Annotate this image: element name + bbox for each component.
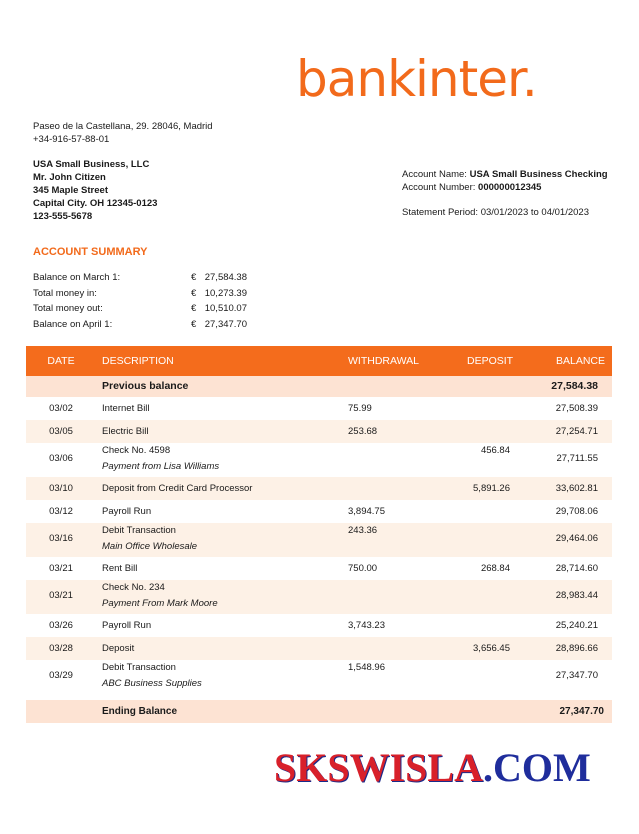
row-date: 03/12 [49, 506, 73, 517]
currency-symbol: € [191, 287, 197, 299]
header-date: DATE [47, 355, 75, 367]
summary-label: Balance on April 1: [33, 318, 113, 330]
summary-row [33, 270, 247, 286]
bank-address [33, 120, 213, 146]
row-balance: 27,508.39 [555, 403, 598, 414]
row-description: Rent Bill [102, 563, 138, 574]
currency-symbol: € [191, 272, 197, 283]
row-withdrawal: 3,894.75 [348, 506, 385, 517]
table-row [26, 477, 612, 500]
summary-row [33, 286, 247, 302]
summary-label: Total money out: [33, 303, 103, 314]
row-deposit: 456.84 [480, 445, 510, 456]
transactions-table [26, 346, 612, 723]
row-balance: 27,347.70 [555, 670, 598, 681]
row-withdrawal: 253.68 [348, 426, 378, 437]
row-date: 03/21 [49, 563, 73, 574]
table-row [26, 523, 612, 557]
row-balance: 28,983.44 [555, 590, 598, 601]
row-date: 03/02 [49, 403, 73, 414]
previous-balance-value: 27,584.38 [551, 380, 598, 392]
summary-label: Balance on March 1: [33, 272, 121, 283]
summary-label: Total money in: [33, 287, 97, 299]
header-withdrawal: WITHDRAWAL [348, 355, 419, 367]
bankinter-logo: bankinter. [296, 50, 537, 108]
previous-balance-label: Previous balance [102, 380, 189, 392]
table-row [26, 500, 612, 523]
summary-value: 10,510.07 [204, 303, 247, 314]
period-label: Statement Period: [402, 207, 479, 218]
period-value: 03/01/2023 to 04/01/2023 [480, 207, 589, 218]
ending-balance-label: Ending Balance [102, 706, 178, 717]
row-subdescription: Payment From Mark Moore [102, 598, 218, 609]
row-description: Check No. 234 [102, 582, 165, 593]
customer-name: Mr. John Citizen [33, 172, 106, 183]
customer-phone: 123-555-5678 [33, 211, 93, 222]
row-description: Internet Bill [102, 403, 150, 414]
row-date: 03/21 [49, 590, 73, 601]
row-subdescription: Payment from Lisa Williams [102, 461, 220, 472]
customer-company: USA Small Business, LLC [33, 159, 150, 170]
watermark-domain: COM [492, 745, 591, 790]
summary-value: 27,347.70 [204, 318, 247, 330]
currency-symbol: € [191, 318, 197, 330]
row-description: Payroll Run [102, 506, 152, 517]
row-description: Payroll Run [102, 620, 152, 631]
row-balance: 27,711.55 [556, 453, 598, 464]
customer-city: Capital City. OH 12345-0123 [33, 198, 158, 209]
account-name-label: Account Name: [402, 169, 467, 180]
row-description: Check No. 4598 [102, 445, 171, 456]
account-number-label: Account Number: [402, 182, 476, 193]
account-name-value: USA Small Business Checking [469, 169, 608, 180]
row-date: 03/10 [49, 483, 73, 494]
row-date: 03/05 [49, 426, 73, 437]
statement-period [402, 207, 589, 218]
customer-street: 345 Maple Street [33, 185, 108, 196]
row-subdescription: ABC Business Supplies [102, 678, 202, 689]
table-row [26, 557, 612, 580]
table-row [26, 397, 612, 420]
table-row [26, 660, 612, 694]
row-deposit: 268.84 [480, 563, 510, 574]
watermark-main: SKSWISLA [274, 745, 483, 790]
ending-balance-value: 27,347.70 [559, 706, 604, 717]
row-withdrawal: 75.99 [348, 403, 372, 414]
watermark [274, 744, 591, 791]
table-row [26, 420, 612, 443]
watermark-dot: . [482, 745, 493, 790]
customer-block [33, 158, 157, 223]
table-header [26, 346, 612, 376]
header-deposit: DEPOSIT [467, 355, 514, 367]
row-deposit: 3,656.45 [473, 643, 510, 654]
row-balance: 33,602.81 [555, 483, 598, 494]
table-row [26, 443, 612, 477]
bank-address-line: Paseo de la Castellana, 29. 28046, Madrid [33, 121, 213, 132]
summary-row [33, 317, 247, 333]
row-balance: 29,464.06 [555, 533, 598, 544]
account-number-value: 000000012345 [478, 182, 542, 193]
row-description: Electric Bill [102, 426, 149, 437]
account-summary [33, 270, 247, 332]
row-balance: 27,254.71 [555, 426, 598, 437]
row-date: 03/06 [49, 453, 73, 464]
row-withdrawal: 750.00 [348, 563, 378, 574]
table-row [26, 580, 612, 614]
table-row [26, 614, 612, 637]
account-summary-title: ACCOUNT SUMMARY [33, 246, 148, 258]
row-withdrawal: 243.36 [348, 525, 378, 536]
summary-value: 10,273.39 [204, 287, 247, 299]
row-balance: 29,708.06 [555, 506, 598, 517]
row-balance: 25,240.21 [555, 620, 598, 631]
row-deposit: 5,891.26 [473, 483, 510, 494]
row-balance: 28,896.66 [555, 643, 598, 654]
row-subdescription: Main Office Wholesale [102, 541, 198, 552]
account-info [402, 168, 608, 194]
summary-value: 27,584.38 [204, 272, 247, 283]
ending-balance-row [26, 700, 612, 723]
bank-phone: +34-916-57-88-01 [33, 134, 110, 145]
row-description: Deposit from Credit Card Processor [102, 483, 253, 494]
row-withdrawal: 3,743.23 [348, 620, 385, 631]
row-withdrawal: 1,548.96 [348, 662, 385, 673]
row-date: 03/29 [49, 670, 73, 681]
row-date: 03/28 [49, 643, 73, 654]
row-date: 03/26 [49, 620, 73, 631]
previous-balance-row [26, 376, 612, 397]
header-balance: BALANCE [556, 355, 606, 367]
row-date: 03/16 [49, 533, 73, 544]
table-row [26, 637, 612, 660]
row-description: Deposit [102, 643, 135, 654]
summary-row [33, 301, 247, 317]
currency-symbol: € [191, 303, 197, 314]
header-description: DESCRIPTION [102, 355, 174, 367]
row-description: Debit Transaction [102, 525, 176, 536]
row-balance: 28,714.60 [555, 563, 598, 574]
row-description: Debit Transaction [102, 662, 176, 673]
